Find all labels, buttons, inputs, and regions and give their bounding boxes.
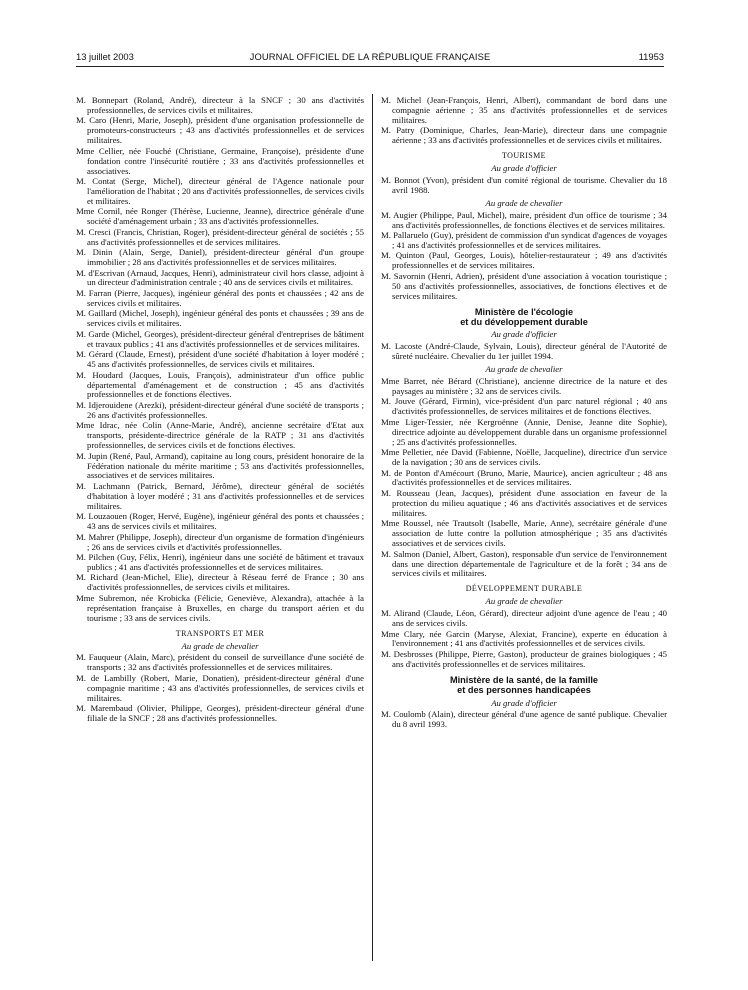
header-date: 13 juillet 2003 — [76, 51, 134, 62]
nomination-entry: M. Houdard (Jacques, Louis, François), administrateur d'un office public départemental d'aménagement et de construction ; 45 ans d'activités professionnelles et de fonctions électives. — [76, 369, 364, 400]
nomination-entry: M. Savornin (Henri, Adrien), président d'une association à vocation touristique ; 50 ans d'activités professionnelles, associatives, de fonctions électives et de services militaires. — [381, 270, 667, 301]
nomination-entry: M. Gaillard (Michel, Joseph), ingénieur général des ponts et chaussées ; 39 ans de services civils et militaires. — [76, 308, 364, 329]
nomination-entry: M. d'Escrivan (Arnaud, Jacques, Henri), administrateur civil hors classe, adjoint à un directeur d'administration centrale ; 40 ans de services civils et militaires. — [76, 267, 364, 288]
nomination-entry: M. Fauqueur (Alain, Marc), président du conseil de surveillance d'une société de transports ; 32 ans d'activités professionnelles et de services militaires. — [76, 652, 364, 673]
nomination-entry: M. Jupin (René, Paul, Armand), capitaine au long cours, président honoraire de la Fédération nationale du mérite maritime ; 53 ans d'activités professionnelles, associatives et de services militaires. — [76, 450, 364, 481]
grade-heading: Au grade de chevalier — [181, 640, 259, 651]
nomination-entry: M. Louzaouen (Roger, Hervé, Eugène), ingénieur général des ponts et chaussées ; 43 ans de services civils et militaires. — [76, 511, 364, 532]
ministry-heading-line: et des personnes handicapées — [457, 685, 591, 696]
nomination-entry: M. Marembaud (Olivier, Philippe, Georges), président-directeur général d'une filiale de la SNCF ; 28 ans d'activités professionnelles. — [76, 703, 364, 724]
grade-heading: Au grade d'officier — [491, 329, 557, 340]
nomination-entry: M. Richard (Jean-Michel, Elie), directeur à Réseau ferré de France ; 30 ans d'activités professionnelles, de services civils et militaires. — [76, 572, 364, 593]
nomination-entry: M. Michel (Jean-François, Henri, Albert), commandant de bord dans une compagnie aérienne ; 35 ans d'activités professionnelles et de services militaires. — [381, 95, 667, 125]
nomination-entry: M. Coulomb (Alain), directeur général d'une agence de santé publique. Chevalier du 8 avril 1993. — [381, 709, 667, 730]
ministry-heading — [381, 675, 667, 696]
nomination-entry: M. Pilchen (Guy, Félix, Henri), ingénieur dans une société de bâtiment et travaux publics ; 41 ans d'activités professionnelles et de services militaires. — [76, 552, 364, 572]
nomination-entry: M. Garde (Michel, Georges), président-directeur général d'entreprises de bâtiment et travaux publics ; 41 ans d'activités professionnelles et de services militaires. — [76, 328, 364, 349]
right-column — [381, 96, 667, 731]
grade-heading: Au grade d'officier — [491, 163, 557, 174]
nomination-entry: M. Desbrosses (Philippe, Pierre, Gaston), producteur de graines biologiques ; 45 ans d'activités professionnelles et de services militaires. — [381, 648, 667, 669]
nomination-entry: M. Dinin (Alain, Serge, Daniel), président-directeur général d'un groupe immobilier ; 28 ans d'activités professionnelles et de services militaires. — [76, 247, 364, 268]
ministry-heading-line: Ministère de l'écologie — [474, 306, 574, 317]
nomination-entry: M. Patry (Dominique, Charles, Jean-Marie), directeur dans une compagnie aérienne ; 33 ans d'activités professionnelles et de services civils et militaires. — [381, 125, 667, 146]
grade-heading: Au grade de chevalier — [485, 197, 563, 208]
nomination-entry: Mme Subremon, née Krobicka (Félicie, Geneviève, Alexandra), attachée à la représentation française à Bruxelles, en charge du transport aérien et du tourisme ; 33 ans de services civils. — [76, 592, 364, 623]
grade-heading: Au grade de chevalier — [485, 364, 563, 375]
header-page-number: 11953 — [638, 51, 664, 62]
header-rule — [76, 66, 664, 67]
header-journal-title: JOURNAL OFFICIEL DE LA RÉPUBLIQUE FRANÇAISE — [249, 51, 491, 62]
section-heading: DÉVELOPPEMENT DURABLE — [465, 584, 583, 594]
nomination-entry: M. Contat (Serge, Michel), directeur général de l'Agence nationale pour l'amélioration de l'habitat ; 20 ans d'activités professionnelles, de services civils et militaires. — [76, 176, 364, 206]
nomination-entry: M. Rousseau (Jean, Jacques), président d'une association en faveur de la protection du milieu aquatique ; 46 ans d'activités associatives et de services militaires. — [381, 487, 667, 518]
section-heading: TRANSPORTS ET MER — [175, 628, 265, 638]
nomination-entry: M. Bonnot (Yvon), président d'un comité régional de tourisme. Chevalier du 18 avril 1988. — [381, 174, 667, 195]
nomination-entry: M. Salmon (Daniel, Albert, Gaston), responsable d'un service de l'environnement dans une direction départementale de l'agriculture et de la forêt ; 34 ans de services civils et militaires. — [381, 548, 667, 579]
nomination-entry: M. Lacoste (André-Claude, Sylvain, Louis), directeur général de l'Autorité de sûreté nucléaire. Chevalier du 1er juillet 1994. — [381, 341, 667, 362]
column-divider — [372, 94, 373, 961]
nomination-entry: Mme Pelletier, née David (Fabienne, Noëlle, Jacqueline), directrice d'un service de la navigation ; 30 ans de services civils. — [381, 447, 667, 468]
nomination-entry: Mme Liger-Tessier, née Kergroënne (Annie, Denise, Jeanne dite Sophie), directrice adjointe au développement durable dans un organisme professionnel ; 25 ans d'activités professionnelles. — [381, 416, 667, 447]
nomination-entry: Mme Barret, née Bérard (Christiane), ancienne directrice de la nature et des paysages au ministère ; 32 ans de services civils. — [381, 376, 667, 396]
nomination-entry: Mme Cellier, née Fouché (Christiane, Germaine, Françoise), présidente d'une fondation contre l'insécurité routière ; 33 ans d'activités professionnelles et associatives. — [76, 145, 364, 176]
nomination-entry: Mme Idrac, née Colin (Anne-Marie, André), ancienne secrétaire d'Etat aux transports, présidente-directrice générale de la RATP ; 31 ans d'activités professionnelles, de services civils et de fonctions électives. — [76, 420, 364, 451]
section-heading: TOURISME — [502, 151, 546, 161]
grade-heading: Au grade d'officier — [491, 697, 557, 708]
nomination-entry: M. Farran (Pierre, Jacques), ingénieur général des ponts et chaussées ; 42 ans de services civils et militaires. — [76, 287, 364, 308]
nomination-entry: M. Caro (Henri, Marie, Joseph), président d'une organisation professionnelle de promoteurs-constructeurs ; 43 ans d'activités professionnelles et de services militaires. — [76, 115, 364, 146]
ministry-heading — [381, 307, 667, 328]
nomination-entry: Mme Roussel, née Trautsolt (Isabelle, Marie, Anne), secrétaire générale d'une association de lutte contre la pollution atmosphérique ; 35 ans d'activités associatives et de services civils. — [381, 518, 667, 549]
nomination-entry: M. Lachmann (Patrick, Bernard, Jérôme), directeur général de sociétés d'habitation à loyer modéré ; 31 ans d'activités professionnelles et de services militaires. — [76, 480, 364, 511]
nomination-entry: M. Idjerouidene (Arezki), président-directeur général d'une société de transports ; 26 ans d'activités professionnelles. — [76, 399, 364, 420]
nomination-entry: M. Jouve (Gérard, Firmin), vice-président d'un parc naturel régional ; 40 ans d'activités professionnelles, de services militaires et de fonctions électives. — [381, 396, 667, 417]
nomination-entry: M. Augier (Philippe, Paul, Michel), maire, président d'un office de tourisme ; 34 ans d'activités professionnelles, de fonctions électives et de services militaires. — [381, 209, 667, 230]
nomination-entry: M. Gérard (Claude, Ernest), président d'une société d'habitation à loyer modéré ; 45 ans d'activités professionnelles, de services civils et militaires. — [76, 349, 364, 370]
page-header — [76, 51, 664, 65]
nomination-entry: M. Alirand (Claude, Léon, Gérard), directeur adjoint d'une agence de l'eau ; 40 ans de services civils. — [381, 608, 667, 629]
ministry-heading-line: Ministère de la santé, de la famille — [449, 674, 599, 685]
nomination-entry: M. Cresci (Francis, Christian, Roger), président-directeur général de sociétés ; 55 ans d'activités professionnelles et de services militaires. — [76, 226, 364, 247]
ministry-heading-line: et du développement durable — [460, 317, 588, 327]
nomination-entry: M. de Ponton d'Amécourt (Bruno, Marie, Maurice), ancien agriculteur ; 48 ans d'activités professionnelles et de services militaires. — [381, 467, 667, 488]
nomination-entry: M. de Lambilly (Robert, Marie, Donatien), président-directeur général d'une compagnie maritime ; 43 ans d'activités professionnelles, de services civils et militaires. — [76, 672, 364, 703]
nomination-entry: M. Mahrer (Philippe, Joseph), directeur d'un organisme de formation d'ingénieurs ; 26 ans de services civils et d'activités professionnelles. — [76, 531, 364, 552]
nomination-entry: M. Pallaruelo (Guy), président de commission d'un syndicat d'agences de voyages ; 41 ans d'activités professionnelles et de services militaires. — [381, 230, 667, 250]
left-column — [76, 96, 364, 725]
nomination-entry: Mme Clary, née Garcin (Maryse, Alexiat, Francine), experte en éducation à l'environnement ; 41 ans d'activités professionnelles et de services civils. — [381, 628, 667, 649]
grade-heading: Au grade de chevalier — [485, 596, 563, 607]
nomination-entry: Mme Cornil, née Ronger (Thérèse, Lucienne, Jeanne), directrice générale d'une société d'aménagement urbain ; 33 ans d'activités professionnelles. — [76, 206, 364, 227]
nomination-entry: M. Quinton (Paul, Georges, Louis), hôtelier-restaurateur ; 49 ans d'activités professionnelles et de services militaires. — [381, 250, 667, 271]
nomination-entry: M. Bonnepart (Roland, André), directeur à la SNCF ; 30 ans d'activités professionnelles, de services civils et militaires. — [76, 95, 364, 115]
